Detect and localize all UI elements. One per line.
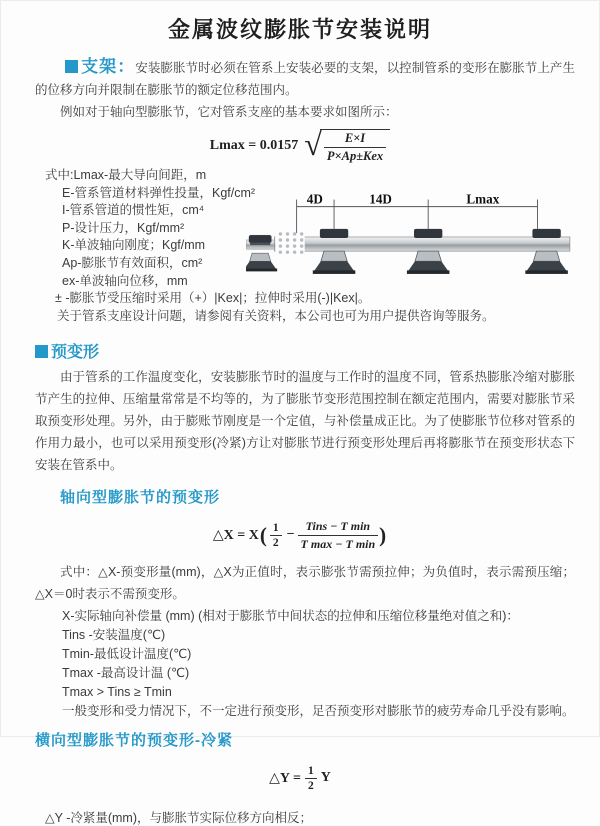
axial-item: Tmin-最低设计温度(℃)	[62, 647, 192, 662]
dim-label-14d: 14D	[369, 191, 392, 207]
lateral-subheading: 横向型膨胀节的预变形-冷紧	[35, 732, 233, 750]
close-paren: )	[379, 522, 387, 547]
bellows-coil	[275, 231, 304, 257]
lateral-note: △Y -冷紧量(mm)，与膨胀节实际位移方向相反；	[45, 811, 313, 826]
predeform-heading-text: 预变形	[51, 344, 100, 362]
definition-line: Ap-膨胀节有效面积，cm²	[62, 255, 203, 270]
pipe-support-diagram	[246, 190, 580, 287]
formula-dx-prefix: △X = X	[212, 527, 259, 543]
formula-lmax-denominator: P×Ap±Kex	[326, 148, 384, 163]
definition-line: ex-单波轴向位移，mm	[62, 273, 188, 288]
sqrt-radical	[304, 125, 390, 164]
axial-item: Tins -安装温度(℃)	[62, 628, 166, 643]
half-denominator: 2	[307, 779, 314, 792]
support-intro-paragraph	[35, 56, 575, 101]
formula-delta-x	[0, 517, 600, 553]
axial-item: X-实际轴向补偿量 (mm) (相对于膨胀节中间状态的拉伸和压缩位移量绝对值之和)：	[62, 609, 519, 624]
support-example-line: 例如对于轴向型膨胀节，它对管系支座的基本要求如图所示：	[60, 105, 398, 119]
pipe-support-diagram-svg	[246, 190, 580, 287]
definition-line: 式中:Lmax-最大导向间距，m	[45, 168, 207, 182]
page-title: 金属波纹膨胀节安装说明	[167, 17, 432, 42]
dim-label-4d: 4D	[306, 191, 323, 207]
axial-item: 一般变形和受力情况下，不一定进行预变形，足否预变形对膨胀节的疲劳寿命几乎没有影响。	[62, 704, 575, 719]
blue-square-icon	[35, 345, 48, 358]
definition-line: P-设计压力，Kgf/mm²	[62, 220, 185, 235]
formula-lmax-numerator: E×I	[324, 131, 386, 148]
formula-lmax-prefix: Lmax = 0.0157	[209, 138, 299, 153]
axial-subheading: 轴向型膨胀节的预变形	[60, 489, 221, 507]
axial-explain: 式中：△X-预变形量(mm)，△X为正值时，表示膨张节需预拉伸；为负值时，表示需预压缩；△X＝0时表示不需预变形。	[35, 565, 575, 602]
blue-square-icon	[65, 60, 78, 73]
half-numerator: 1	[305, 765, 317, 779]
axial-item: Tmax -最高设计温 (℃)	[62, 666, 190, 681]
dim-label-lmax: Lmax	[466, 191, 500, 207]
axial-item: Tmax > Tins ≥ Tmin	[62, 685, 172, 700]
formula-dy-suffix: Y	[320, 770, 331, 786]
support-intro-text: 安装膨胀节时必须在管系上安装必要的支架，以控制管系的变形在膨胀节上产生的位移方向并限制在膨胀节的额定位移范围内。	[35, 61, 575, 97]
support-consulting-note: 关于管系支座设计问题，请参阅有关资料，本公司也可为用户提供咨询等服务。	[57, 308, 495, 323]
pipe	[274, 237, 570, 251]
sqrt-sign-icon: √	[304, 125, 322, 162]
formula-dx-denominator: T max − T min	[300, 536, 376, 551]
section-support-heading: 支架：	[81, 57, 136, 76]
formula-delta-y	[0, 762, 600, 794]
section-predeform-heading	[35, 339, 600, 362]
minus-sign: −	[286, 527, 295, 543]
definition-line: E-管系管道材料弹性投量，Kgf/cm²	[62, 185, 256, 200]
half-denominator: 2	[272, 536, 279, 549]
formula-dy-prefix: △Y =	[269, 770, 301, 786]
dimension-lines	[297, 200, 538, 233]
definition-line: I-管系管道的惯性矩，cm⁴	[62, 203, 205, 218]
half-numerator: 1	[270, 522, 282, 536]
definition-line: ± -膨胀节受压缩时采用（+）|Kex|；拉伸时采用(-)|Kex|。	[55, 291, 371, 306]
predeform-body: 由于管系的工作温度变化，安装膨胀节时的温度与工作时的温度不同，管系热膨胀冷缩对膨胀节产生的拉伸、压缩量常常是不均等的，为了膨胀节变形范围控制在额定范围内，需要对膨胀节采取预变形处理。另外，由于膨账节刚度是一个定值，与补偿量成正比。为了使膨胀节位移对管系的作用力最小，也可以采用预变形(冷紧)方让对膨胀节进行预变形处理后再将膨胀节在预变形状态下安装在管系中。	[35, 370, 575, 473]
formula-dx-numerator: Tins − T min	[298, 519, 379, 536]
definition-line: K-单波轴向刚度；Kgf/mm	[62, 238, 206, 253]
open-paren: (	[259, 522, 267, 547]
axial-items-list	[0, 607, 600, 721]
formula-lmax	[0, 125, 600, 163]
